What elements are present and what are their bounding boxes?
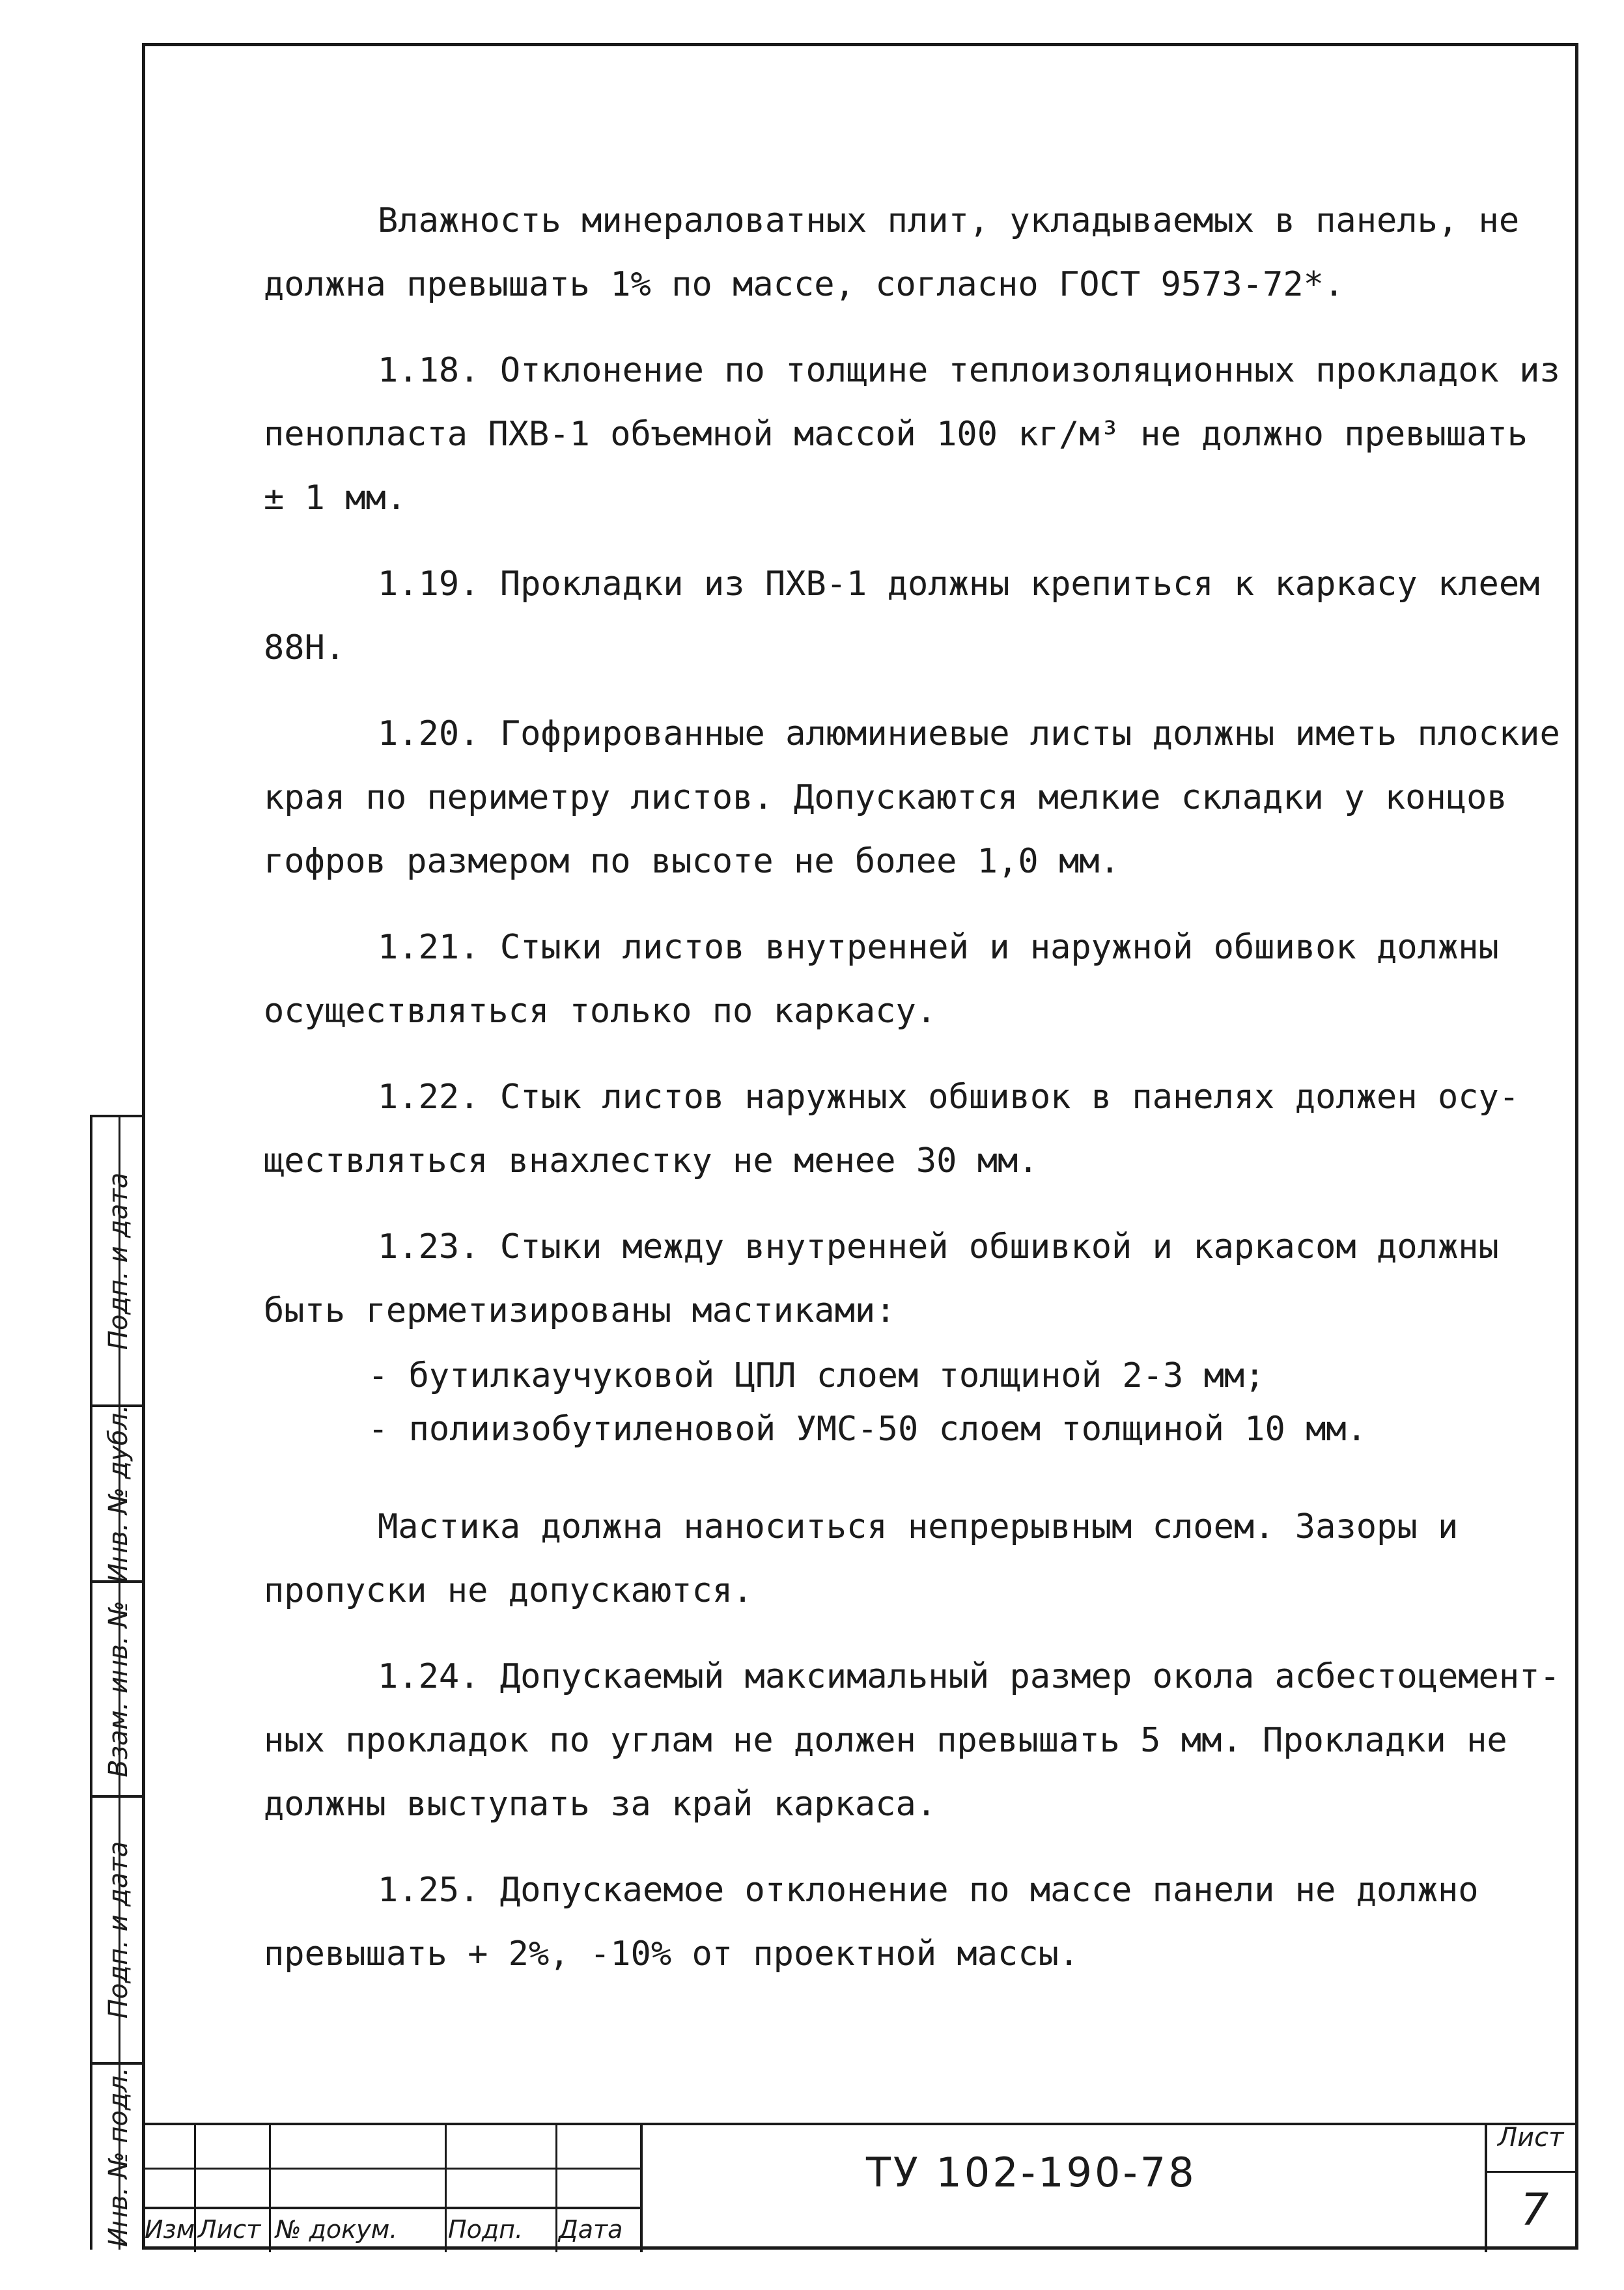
col-doc-number: № докум. [275,2215,398,2244]
tb-col-line [555,2125,557,2252]
list-item: - бутилкаучуковой ЦПЛ слоем толщиной 2-3 мм; [368,1356,1265,1395]
tb-col-line [1485,2125,1487,2252]
col-date: Дата [559,2215,623,2244]
strip-cell-original-inv: Инв. № подл. [92,2062,145,2250]
tb-row-line [1485,2171,1578,2173]
tb-col-line [640,2125,643,2252]
document-body [264,189,1560,2008]
paragraph-1-21: 1.21. Стыки листов внутренней и наружной обшивок должны осуществляться только по каркасу. [264,928,1499,1031]
paragraph-1-22: 1.22. Стык листов наружных обшивок в панелях должен осу- ществляться внахлестку не менее 30 мм. [264,1078,1520,1180]
paragraph-1-24: 1.24. Допускаемый максимальный размер окола асбестоцемент- ных прокладок по углам не должен превышать 5 мм. Прокладки не должны выступать за край каркаса. [264,1657,1560,1824]
paragraph-1-20: 1.20. Гофрированные алюминиевые листы должны иметь плоские края по периметру листов. Допускаются мелкие складки у концов гофров размером по высоте не более 1,0 мм. [264,714,1560,881]
paragraph-1-19: 1.19. Прокладки из ПХВ-1 должны крепиться к каркасу клеем 88Н. [264,565,1540,667]
sheet-number: 7 [1520,2185,1549,2236]
col-signature: Подп. [448,2215,524,2244]
mastic-list [264,1349,1560,1456]
tb-row-line [142,2207,640,2209]
tb-col-line [445,2125,447,2252]
side-stamp-strip [90,1115,142,2250]
strip-cell-dup-inv: Инв. № дубл. [92,1404,145,1580]
paragraph-1-23: 1.23. Стыки между внутренней обшивкой и каркасом должны быть герметизированы мастиками: [264,1227,1499,1330]
strip-cell-sign-date-2: Подп. и дата [92,1795,145,2062]
paragraph-mastic: Мастика должна наноситься непрерывным слоем. Зазоры и пропуски не допускаются. [264,1507,1459,1610]
list-item: - полиизобутиленовой УМС-50 слоем толщиной 10 мм. [368,1410,1367,1449]
title-block [142,2123,1578,2250]
tb-col-line [269,2125,271,2252]
col-change: Изм [145,2215,195,2244]
col-sheet: Лист [198,2215,261,2244]
document-code: ТУ 102-190-78 [866,2149,1197,2196]
paragraph-1-25: 1.25. Допускаемое отклонение по массе панели не должно превышать + 2%, -10% от проектной массы. [264,1871,1479,1974]
strip-cell-sign-date: Подп. и дата [92,1115,145,1404]
sheet-label: Лист [1498,2123,1564,2153]
paragraph-humidity: Влажность минераловатных плит, укладываемых в панель, не должна превышать 1% по массе, согласно ГОСТ 9573-72*. [264,201,1520,304]
paragraph-1-18: 1.18. Отклонение по толщине теплоизоляционных прокладок из пенопласта ПХВ-1 объемной массой 100 кг/м³ не должно превышать ± 1 мм. [264,351,1560,518]
tb-row-line [142,2168,640,2170]
strip-cell-replace-inv: Взам. инв. № [92,1580,145,1795]
